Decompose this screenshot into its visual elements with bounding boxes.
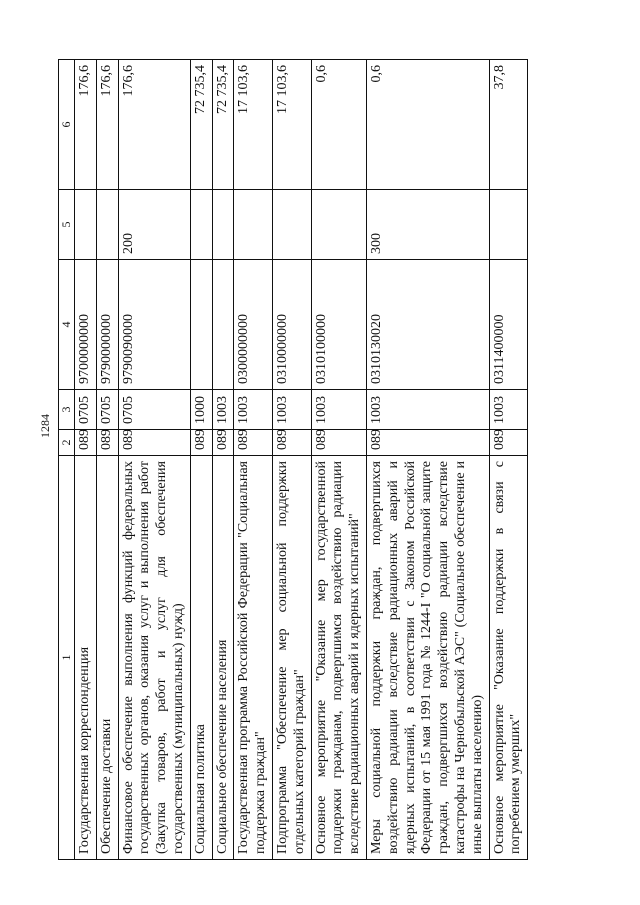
table-row bbox=[234, 60, 273, 860]
row-expense: 300 bbox=[366, 190, 489, 260]
row-code: 089 bbox=[272, 430, 311, 456]
row-amount: 17 103,6 bbox=[234, 60, 273, 190]
row-name: Социальная политика bbox=[190, 456, 212, 860]
row-section: 0705 bbox=[75, 390, 97, 430]
table-row bbox=[118, 60, 190, 860]
row-name: Подпрограмма "Обеспечение мер социальной поддержки отдельных категорий граждан" bbox=[272, 456, 311, 860]
row-expense bbox=[212, 190, 234, 260]
row-target: 0310100000 bbox=[311, 260, 366, 390]
table-row bbox=[489, 60, 528, 860]
row-target: 9790090000 bbox=[118, 260, 190, 390]
row-expense bbox=[272, 190, 311, 260]
column-header: 3 bbox=[59, 390, 75, 430]
row-expense bbox=[190, 190, 212, 260]
row-amount: 176,6 bbox=[75, 60, 97, 190]
table-row bbox=[366, 60, 489, 860]
row-code: 089 bbox=[489, 430, 528, 456]
row-target: 0300000000 bbox=[234, 260, 273, 390]
row-section: 1003 bbox=[489, 390, 528, 430]
row-amount: 176,6 bbox=[96, 60, 118, 190]
rotated-page-content bbox=[58, 60, 578, 860]
row-expense bbox=[489, 190, 528, 260]
table-row bbox=[272, 60, 311, 860]
row-section: 1003 bbox=[234, 390, 273, 430]
row-section: 1003 bbox=[272, 390, 311, 430]
row-code: 089 bbox=[96, 430, 118, 456]
table-row bbox=[75, 60, 97, 860]
row-section: 1000 bbox=[190, 390, 212, 430]
row-amount: 72 735,4 bbox=[212, 60, 234, 190]
row-target bbox=[190, 260, 212, 390]
row-expense bbox=[75, 190, 97, 260]
row-amount: 17 103,6 bbox=[272, 60, 311, 190]
row-code: 089 bbox=[311, 430, 366, 456]
row-target bbox=[212, 260, 234, 390]
row-code: 089 bbox=[212, 430, 234, 456]
row-amount: 37,8 bbox=[489, 60, 528, 190]
row-target: 0311400000 bbox=[489, 260, 528, 390]
row-section: 0705 bbox=[96, 390, 118, 430]
row-code: 089 bbox=[366, 430, 489, 456]
row-expense bbox=[96, 190, 118, 260]
table-row bbox=[212, 60, 234, 860]
table-row bbox=[96, 60, 118, 860]
row-code: 089 bbox=[118, 430, 190, 456]
row-section: 1003 bbox=[311, 390, 366, 430]
column-header: 2 bbox=[59, 430, 75, 456]
table-row bbox=[190, 60, 212, 860]
table-header-row bbox=[59, 60, 75, 860]
row-section: 0705 bbox=[118, 390, 190, 430]
table-body bbox=[75, 60, 528, 860]
row-name: Обеспечение доставки bbox=[96, 456, 118, 860]
row-section: 1003 bbox=[212, 390, 234, 430]
row-name: Меры социальной поддержки граждан, подвергшихся воздействию радиации вследствие радиационных аварий и ядерных испытаний, в соответствии с Законом Российской Федерации от 15 мая 1991 года № 1244-I "О социальной защите граждан, подвергшихся воздействию радиации вследствие катастрофы на Чернобыльской АЭС" (Социальное обеспечение и иные выплаты населению) bbox=[366, 456, 489, 860]
row-target: 9700000000 bbox=[75, 260, 97, 390]
row-name: Государственная программа Российской Федерации "Социальная поддержка граждан" bbox=[234, 456, 273, 860]
row-name: Социальное обеспечение населения bbox=[212, 456, 234, 860]
row-code: 089 bbox=[75, 430, 97, 456]
page-number: 1284 bbox=[38, 414, 52, 438]
table-row bbox=[311, 60, 366, 860]
row-name: Государственная корреспонденция bbox=[75, 456, 97, 860]
row-amount: 72 735,4 bbox=[190, 60, 212, 190]
row-target: 0310000000 bbox=[272, 260, 311, 390]
row-expense bbox=[311, 190, 366, 260]
row-name: Финансовое обеспечение выполнения функций федеральных государственных органов, оказания услуг и выполнения работ (Закупка товаров, работ и услуг для обеспечения государственных (муниципальных) нужд) bbox=[118, 456, 190, 860]
row-expense bbox=[234, 190, 273, 260]
column-header: 4 bbox=[59, 260, 75, 390]
row-amount: 0,6 bbox=[366, 60, 489, 190]
column-header: 5 bbox=[59, 190, 75, 260]
row-name: Основное мероприятие "Оказание мер государственной поддержки гражданам, подвергшимся воздействию радиации вследствие радиационных аварий и ядерных испытаний" bbox=[311, 456, 366, 860]
row-target: 9790000000 bbox=[96, 260, 118, 390]
row-target: 0310130020 bbox=[366, 260, 489, 390]
budget-table bbox=[58, 59, 528, 860]
row-section: 1003 bbox=[366, 390, 489, 430]
row-expense: 200 bbox=[118, 190, 190, 260]
row-name: Основное мероприятие "Оказание поддержки в связи с погребением умерших" bbox=[489, 456, 528, 860]
column-header: 6 bbox=[59, 60, 75, 190]
row-code: 089 bbox=[190, 430, 212, 456]
row-code: 089 bbox=[234, 430, 273, 456]
row-amount: 176,6 bbox=[118, 60, 190, 190]
row-amount: 0,6 bbox=[311, 60, 366, 190]
column-header: 1 bbox=[59, 456, 75, 860]
